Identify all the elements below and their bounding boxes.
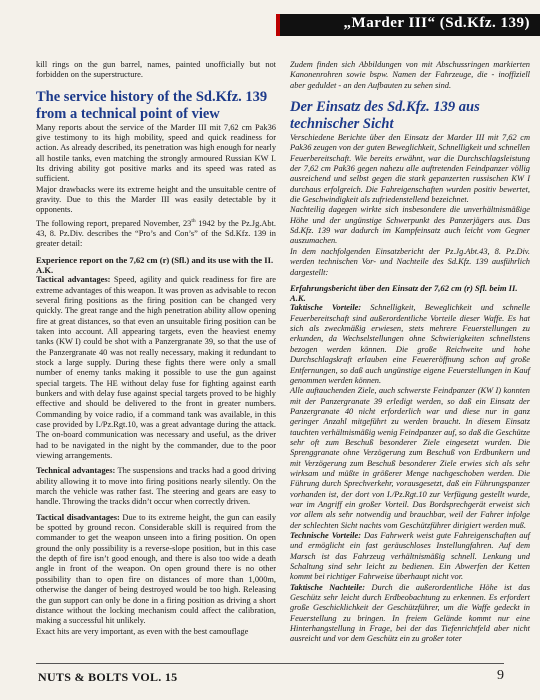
intro-paragraph-en: kill rings on the gun barrel, names, painted unofficially but not forbidden on the superstructure.	[36, 60, 276, 80]
footer-magazine-title: NUTS & BOLTS VOL. 15	[38, 670, 178, 684]
paragraph-en-2: Major drawbacks were its extreme height and the unsuitable centre of gravity. Due to this the Marder III was easily detectable by it opponents.	[36, 184, 276, 215]
tactical-disadvantages-de: Taktische Nachteile: Durch die außerordentliche Höhe ist das Geschütz sehr leicht durch Erdbeobachtung zu erkennen. Es erfordert große Geschicklichkeit der Geschützführer, um die Waffe gedeckt in Feuerstellung zu bringen. In freiem Gelände kommt nur eine Hinterhangstellung in Frage, bei der das Tiefenrichtfeld aber nicht ausreicht und vor dem Geschütz ein zu großer toter	[290, 582, 530, 644]
running-header-title: „Marder III“ (Sd.Kfz. 139)	[343, 15, 530, 31]
tactical-advantages-de-cont: Alle auftauchenden Ziele, auch schwerste Feindpanzer (KW I) konnten mit der Panzergranate 39 erledigt werden, so daß ein Einsatz der Panzergranate 40 nicht erforderlich war und diese nur in ganz geringer Anzahl mitgeführt zu werden braucht. In diesem Einsatz tauchten verhältnismäßig wenig Feindpanzer auf, so daß die Geschütze sehr oft zum Beschuß besonderer Ziele eingesetzt wurden. Die Sprenggranate ohne Verzögerung zum Beschuß von Erdbunkern und mit Verzögerung zum Beschuß besonderer Ziele erwies sich als sehr wirksam und müßte in größerer Menge nachgeschoben werden. Die Führung durch Sprechverkehr, vorausgesetzt, daß ein Führungspanzer vorhanden ist, der dort von I./Pz.Rgt.10 zur Verfügung gestellt wurde, war im Angriff ein großer Vorteil. Das Bordsprechgerät erweist sich vor allem als sehr notwendig und brauchbar, weil der Fahrer infolge der schlechten Sicht nachts vom Geschützführer dirigiert werden muß.	[290, 386, 530, 530]
section-heading-de: Der Einsatz des Sd.Kfz. 139 aus technischer Sicht	[290, 99, 480, 133]
technical-advantages-de: Technische Vorteile: Das Fahrwerk weist gute Fahreigenschaften auf und ermöglicht ein fast geräuschloses Instellungfahren. Auf dem Marsch ist das Fahrzeug verhältnismäßig schnell. Lenkung und Schaltung sind sehr leicht zu bedienen. Ein Abwerfen der Ketten kommt bei richtiger Fahrweise überhaupt nicht vor.	[290, 531, 530, 582]
tactical-advantages-de: Taktische Vorteile: Schnelligkeit, Beweglichkeit und schnelle Feuerbereitschaft sind außerordentliche Vorteile dieser Waffe. Es hat sich als zweckmäßig erwiesen, stets mehrere Feuerstellungen zu erkunden, da Wechselstellungen ohne Schwierigkeiten schnellstens bezogen werden können. Die große Reichweite und hohe Durchschlagskraft erlauben eine Feuereröffnung schon auf große Entfernungen, so daß auch ungünstige eigene Feuerstellungen in Kauf genommen werden können.	[290, 303, 530, 385]
intro-paragraph-de: Zudem finden sich Abbildungen von mit Abschussringen markierten Kanonenrohren sowie bspw. Namen der Fahrzeuge, die - inoffiziell aber geduldet - an den Aufbauten zu sehen sind.	[290, 60, 530, 90]
paragraph-en-last: Exact hits are very important, as even with the best camouflage	[36, 626, 249, 636]
footer-rule	[36, 663, 504, 664]
tactical-advantages-en: Tactical advantages: Speed, agility and quick readiness for fire are extreme advantages of this weapon. It was proven as advisable to recon several firing positions as the firing position can be changed very quickly. The great range and the high penetration ability allow opening fire at great distances, so that even an unsuitable firing position can be taken into account. All appearing targets, even the heaviest enemy tanks (KW I) could be shot with a Panzergranate 39, so that the use of the Panzergranate 40 was not really necessary, making it redundant to stock a large supply. During these fights there were only a small number of enemy tanks making it possible to use the gun against special targets. The HE without delay fuse for fighting against earth bunkers and with delay fuse against special targets proved to be highly effective and should be delivered to the front in greater numbers. Commanding by voice radio, if a command tank was available, in this case provided by I./Pz.Rgt.10, was a great advantage during the attack. The on-board communication was necessary and useful, as the driver had to be navigated in the night by the commander, due to the poor viewing arrangements.	[36, 275, 276, 461]
report-subheading-en: Experience report on the 7,62 cm (r) (Sfl.) and its use with the II. A.K.	[36, 254, 274, 275]
footer-page-number: 9	[497, 668, 504, 683]
paragraph-de-3: In dem nachfolgenden Einsatzbericht der Pz.Jg.Abt.43, 8. Pz.Div. werden technischen Vor- und Nachteile des Sd.Kfz. 139 ausführlich dargestellt:	[290, 246, 530, 277]
running-header	[276, 14, 540, 36]
technical-advantages-en: Technical advantages: The suspensions and tracks had a good driving ability allowing it to move into firing positions nearly silently. On the march the vehicle was rather fast. The steering and gears are easy to handle. Throwing the tracks didn’t occur when correctly driven.	[36, 466, 276, 507]
report-subheading-de: Erfahrungsbericht über den Einsatz der 7,62 cm (r) Sfl. beim II. A.K.	[290, 282, 518, 304]
paragraph-de-2: Nachteilig dagegen wirkte sich insbesondere die unverhältnismäßige Höhe und der ungünstige Schwerpunkt des Panzerjägers aus. Das Sd.Kfz. 139 war dadurch im Kampfeinsatz auch leicht vom Gegner auszumachen.	[290, 205, 530, 246]
paragraph-en-3: The following report, prepared November, 23th 1942 by the Pz.Jg.Abt. 43, 8. Pz.Div. describes the “Pro’s and Con’s” of the Sd.Kfz. 139 in greater detail:	[36, 217, 277, 249]
tactical-disadvantages-en: Tactical disadvantages: Due to its extreme height, the gun can easily be spotted by ground recon. Considerable skill is required from the commander to get the weapon unseen into a firing position. On open ground the only possibility is a reverse-slope position, but in this case the depth of fire isn’t good enough, and there is also too wide a death angle in front of the weapon. On open ground there is no other possibility than to open fire on distances of more than 1,000m, otherwise the danger of being destroyed would be too high. Releasing the gun support can only be done in a firing position as driving a short distance without the locking mechanism could affect the calibration, making a successful hit unlikely.	[36, 512, 277, 626]
german-column	[290, 60, 530, 645]
english-column	[36, 60, 276, 637]
paragraph-en-1: Many reports about the service of the Marder III mit 7,62 cm Pak36 give testimony to its high mobility, speed and quick readiness for action. As already described, its penetration was high enough for nearly all hostile tanks, even matching the strongly armoured Russian KW I. Its driving ability got positive marks and its speed was rated as sufficient.	[36, 122, 277, 184]
section-heading-en: The service history of the Sd.Kfz. 139 from a technical point of view	[36, 88, 268, 122]
paragraph-de-1: Verschiedene Berichte über den Einsatz der Marder III mit 7,62 cm Pak36 zeugen von der guten Beweglichkeit, Schnelligkeit und schnellen Feuerbereitschaft. Wie bereits erwähnt, war die Durchschlagsleistung der 7,62 cm Pak36 gegen nahezu alle auftretenden Feindpanzer völlig ausreichend und selbst gegen die stark gepanzerten russischen KW I durchaus erfolgreich. Die Fahreigenschaften wurden positiv bewertet, die Geschwindigkeit als zufriedenstellend bezeichnet.	[290, 133, 530, 205]
